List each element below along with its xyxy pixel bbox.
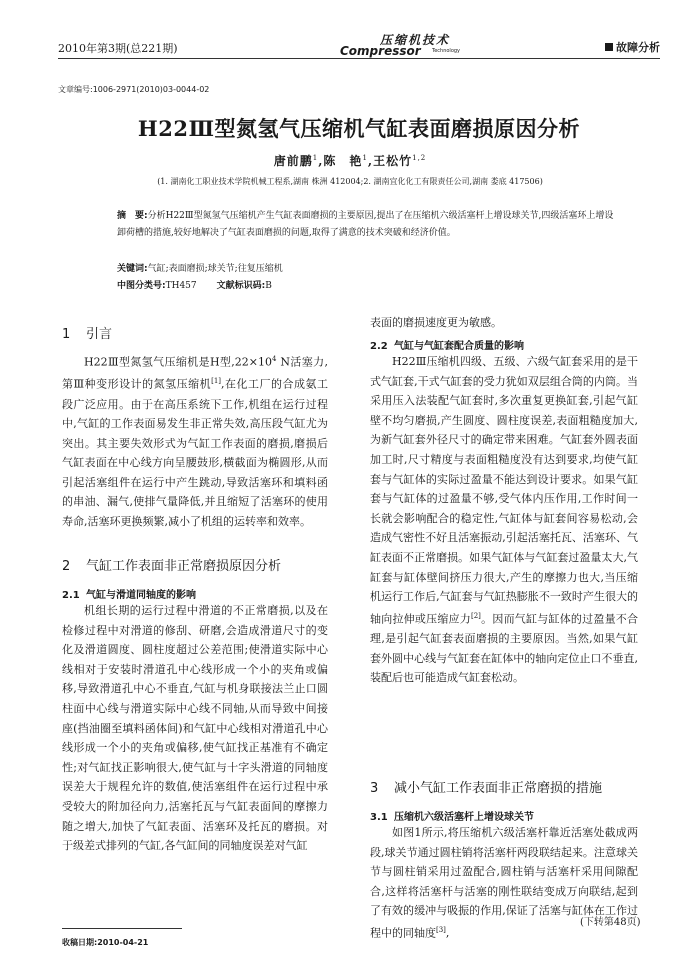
paper-title: H22Ⅲ型氮氢气压缩机气缸表面磨损原因分析 (137, 116, 581, 141)
abstract (117, 208, 616, 242)
footnote-rule (62, 928, 182, 929)
paragraph-2-1-continued: 表面的磨损速度更为敏感。 (370, 316, 502, 329)
section-label (605, 39, 660, 55)
author-list (0, 152, 700, 169)
subsection-title: 气缸与滑道同轴度的影响 (86, 590, 196, 601)
paragraph-2-2-text-2: 。因而气缸与缸体的过盈量不合理,是引起气缸套表面磨损的主要原因。当然,如果气缸套外圆中心线与气缸套在缸体中的轴向定位止口不垂直,装配后也可能造成气缸套松动。 (370, 612, 639, 685)
section-2-1-continued (370, 313, 638, 333)
intro-text-1: H22Ⅲ型氮氢气压缩机是H型,22×10 (84, 355, 273, 369)
paragraph-2-1: 机组长期的运行过程中滑道的不正常磨损,以及在检修过程中对滑道的修刮、研磨,会造成滑道尺寸的变化及滑道圆度、圆柱度超过公差范围;使滑道实际中心线相对于安装时滑道孔中心线形成一个小的夹角或偏移,导致滑道孔中心不垂直,气缸与机身联接法兰止口圆柱面中心线与滑道实际中心线不同轴,从而导致中间接座(挡油圈至填料函体间)和气缸中心线相对滑道孔中心线形成一个小的夹角或偏移,使气缸找正基准有不确定性;对气缸找正影响很大,使气缸与十字头滑道的同轴度误差大于规程允许的数值,使活塞组件在运行过程中承受较大的附加径向力,活塞托瓦与气缸表面间的摩擦力随之增大,加快了气缸表面、活塞环及托瓦的磨损。对于级差式排列的气缸,各气缸间的同轴度误差对气缸 (62, 604, 328, 853)
section-number: 3 (370, 781, 379, 796)
section-2-heading (62, 555, 281, 574)
keywords-label: 关键词: (117, 264, 148, 274)
author-1-affil: 1 (312, 154, 319, 162)
section-number: 1 (62, 327, 71, 342)
page-header (58, 28, 660, 58)
author-separator: , (367, 154, 374, 168)
author-3-affil: 1,2 (412, 154, 427, 162)
journal-logo (340, 31, 466, 59)
subsection-title: 压缩机六级活塞杆上增设球关节 (394, 812, 534, 823)
clc-code: TH457 (165, 281, 197, 291)
author-separator: , (318, 154, 324, 168)
section-label-text: 故障分析 (616, 41, 660, 54)
article-number: 文章编号:1006-2971(2010)03-0044-02 (58, 85, 210, 94)
section-3-heading (370, 777, 602, 796)
paragraph-3-1-text-2: , (445, 926, 450, 940)
clc-label: 中图分类号: (117, 281, 166, 291)
continued-note: (下转第48页) (580, 917, 641, 928)
section-2-1-heading (62, 586, 196, 601)
square-icon (605, 43, 613, 51)
author-3: 王松竹 (373, 154, 413, 168)
author-2-affil: 1 (362, 154, 368, 162)
journal-logo-sub: Technology (432, 48, 461, 54)
subsection-number: 2.1 (62, 590, 80, 601)
section-2-2-heading (370, 337, 524, 352)
doc-code-label: 文献标识码: (216, 281, 266, 291)
author-1: 唐前鹏 (273, 154, 313, 168)
citation-1: [1] (211, 377, 222, 386)
paragraph-3-1-text-1: 如图1所示,将压缩机六级活塞杆靠近活塞处截成两段,球关节通过圆柱销将活塞杆两段联结起来。注意球关节与圆柱销采用过盈配合,圆柱销与活塞杆采用间隙配合,这样将活塞杆与活塞的刚性联结变成万向联结,起到了有效的缓冲与吸振的作用,保证了活塞与缸体在工作过程中的同轴度 (370, 826, 638, 940)
section-title: 引言 (86, 327, 113, 342)
subsection-number: 3.1 (370, 812, 388, 823)
intro-text-2: N活塞力,第Ⅲ种变形设计的氮氢压缩机 (62, 355, 329, 391)
subsection-number: 2.2 (370, 341, 388, 352)
section-title: 减小气缸工作表面非正常磨损的措施 (394, 781, 603, 796)
intro-exponent: 4 (272, 355, 277, 363)
doc-code: B (265, 281, 272, 291)
received-date: 收稿日期:2010-04-21 (62, 938, 149, 947)
section-2-2-paragraph (370, 352, 638, 688)
subsection-title: 气缸与气缸套配合质量的影响 (394, 341, 524, 352)
journal-logo-en: Compressor (340, 44, 421, 58)
section-3-1-heading (370, 808, 534, 823)
intro-paragraph (62, 350, 328, 532)
citation-2: [2] (471, 611, 481, 620)
journal-logo-zh: 压缩机技术 (380, 33, 451, 47)
section-2-1-paragraph (62, 601, 328, 856)
abstract-text: 分析H22Ⅲ型氮氢气压缩机产生气缸表面磨损的主要原因,提出了在压缩机六级活塞杆上增设球关节,四级活塞环上增设卸荷槽的措施,较好地解决了气缸表面磨损的问题,取得了满意的技术突破和经济价值。 (117, 211, 614, 238)
paragraph-2-2-text-1: H22Ⅲ压缩机四级、五级、六级气缸套采用的是干式气缸套,干式气缸套的受力犹如双层组合筒的内筒。当采用压入法装配气缸套时,多次重复更换缸套,引起气缸壁不均匀磨损,产生圆度、圆柱度误差,表面粗糙度加大,为新气缸套外径尺寸的确定带来困难。气缸套外圆表面加工时,尺寸精度与表面粗糙度没有达到要求,均使气缸套与气缸体的实际过盈量不能达到设计要求。如果气缸套与气缸体的过盈量不够,受气体内压作用,工作时间一长就会影响配合的稳定性,气缸体与缸套间容易松动,会造成气密性不好且活塞振动,引起活塞托瓦、活塞环、气缸表面不正常磨损。如果气缸体与气缸套过盈量太大,气缸套与缸体壁间挤压力很大,产生的摩擦力也大,当压缩机运行工作后,气缸套与气缸热膨胀不一致时产生很大的轴向拉伸或压缩应力 (370, 355, 638, 626)
author-2: 陈 艳 (323, 154, 363, 168)
keywords (117, 261, 283, 274)
header-rule (58, 58, 660, 59)
classification (117, 278, 272, 291)
affiliation: (1. 湖南化工职业技术学院机械工程系,湖南 株洲 412004;2. 湖南宜化化工有限责任公司,湖南 娄底 417506) (157, 177, 543, 186)
section-number: 2 (62, 559, 71, 574)
intro-text-3: ,在化工厂的合成氨工段广泛应用。由于在高压系统下工作,机组在运行过程中,气缸的工作表面易发生非正常失效,高压段气缸尤为突出。其主要失效形式为气缸工作表面的磨损,磨损后气缸表面在中心线方向呈腰鼓形,横截面为椭圆形,从而引起活塞组件在运行中产生跳动,导致活塞环和填料函的串油、漏气,使排气量降低,并且缩短了活塞环的使用寿命,活塞环更换频繁,减小了机组的运转率和效率。 (62, 377, 328, 529)
citation-3: [3] (436, 925, 446, 934)
keywords-text: 气缸;表面磨损;球关节;往复压缩机 (147, 264, 283, 274)
journal-issue: 2010年第3期(总221期) (58, 42, 178, 55)
abstract-label: 摘 要: (117, 211, 148, 221)
section-title: 气缸工作表面非正常磨损原因分析 (86, 559, 282, 574)
section-1-heading (62, 323, 112, 342)
